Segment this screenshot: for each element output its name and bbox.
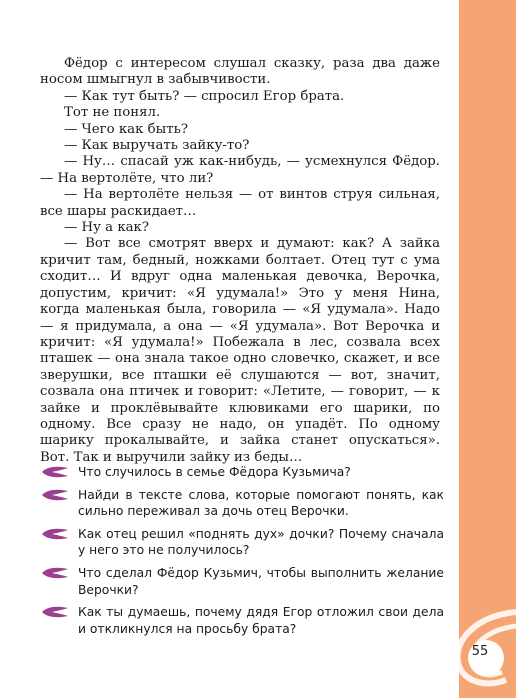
wing-icon bbox=[40, 528, 70, 540]
story-line: — Ну а как? bbox=[64, 220, 150, 236]
story-line: Тот не понял. bbox=[64, 105, 161, 121]
question-item bbox=[40, 464, 444, 481]
question-item bbox=[40, 565, 444, 598]
story-line: — Вот все смотрят вверх и думают: как? А зайка кричит там, бедный, ножками болтает. Отец тут с ума сходит… И вдруг одна маленькая девочка, Верочка, допустим, кричит: «Я удумала!» Это у меня Нина, когда маленькая была, говорила — «Я удумала». Надо — я придумала, а она — «Я удумала». Вот Верочка и кричит: «Я удумала!» Побежала в лес, созвала всех пташек — она знала такое одно словечко, скажет, и все зверушки, все пташки её слушаются — вот, значит, созвала она птичек и говорит: «Летите, — говорит, — к зайке и проклёвывайте клювиками его шарики, по одному. Все сразу не надо, он упадёт. По одному шарику прокалывайте, и зайка станет опускаться». Вот. Так и выручили зайку из беды… bbox=[40, 236, 440, 465]
wing-icon bbox=[40, 567, 70, 579]
question-text: Как ты думаешь, почему дядя Егор отложил свои дела и откликнулся на просьбу брата? bbox=[78, 605, 444, 636]
side-color-band bbox=[459, 0, 516, 698]
story-line: — Как тут быть? — спросил Егор брата. bbox=[64, 88, 345, 104]
story-line: — Чего как быть? bbox=[64, 121, 188, 137]
wing-icon bbox=[40, 466, 70, 478]
question-list bbox=[40, 464, 444, 643]
story-line: — Как выручать зайку-то? bbox=[64, 138, 250, 154]
wing-icon bbox=[40, 606, 70, 618]
question-item bbox=[40, 487, 444, 520]
wing-icon bbox=[40, 489, 70, 501]
question-item bbox=[40, 604, 444, 637]
question-text: Что случилось в семье Фёдора Кузьмича? bbox=[78, 465, 351, 479]
story-line: Фёдор с интересом слушал сказку, раза два даже носом шмыгнул в забывчивости. bbox=[40, 56, 440, 88]
question-item bbox=[40, 526, 444, 559]
page-number: 55 bbox=[471, 644, 489, 659]
question-text: Как отец решил «поднять дух» дочки? Почему сначала у него это не получилось? bbox=[78, 526, 444, 558]
question-text: Найди в тексте слова, которые помогают понять, как сильно переживал за дочь отец Верочки. bbox=[78, 487, 444, 519]
story-line: — Ну… спасай уж как-нибудь, — усмехнулся Фёдор. — На вертолёте, что ли? bbox=[40, 154, 440, 186]
question-text: Что сделал Фёдор Кузьмич, чтобы выполнить желание Верочки? bbox=[78, 565, 444, 597]
story-line: — На вертолёте нельзя — от винтов струя сильная, все шары раскидает… bbox=[40, 187, 440, 219]
story-text bbox=[40, 56, 440, 466]
